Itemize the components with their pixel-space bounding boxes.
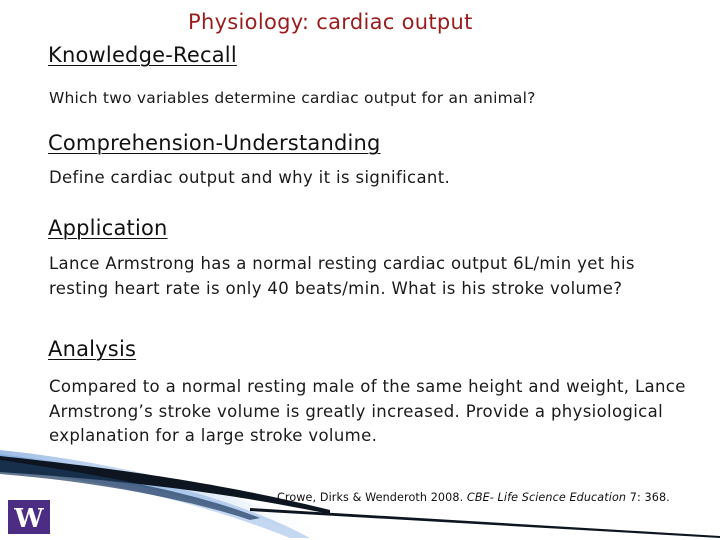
heading-knowledge-recall: Knowledge-Recall [48,43,237,67]
slide-title: Physiology: cardiac output [188,10,473,34]
citation-suffix: 7: 368. [626,491,670,504]
citation-journal: CBE- Life Science Education [466,491,627,504]
question-application: Lance Armstrong has a normal resting cardiac output 6L/min yet his resting heart rate is only 40 beats/min. What is his stroke volume? [49,254,635,298]
question-analysis: Compared to a normal resting male of the same height and weight, Lance Armstrong’s stroke volume is greatly increased. Provide a physiological explanation for a large stroke volume. [49,377,686,445]
heading-application: Application [48,216,168,240]
question-comprehension-understanding: Define cardiac output and why it is significant. [49,168,451,187]
citation [277,491,670,504]
logo-letter: W [14,504,44,534]
heading-analysis: Analysis [48,337,137,361]
uw-w-logo-icon [8,500,50,534]
citation-prefix: Crowe, Dirks & Wenderoth 2008. [277,491,467,504]
heading-comprehension-understanding: Comprehension-Understanding [48,131,381,155]
question-knowledge-recall: Which two variables determine cardiac output for an animal? [49,89,536,107]
